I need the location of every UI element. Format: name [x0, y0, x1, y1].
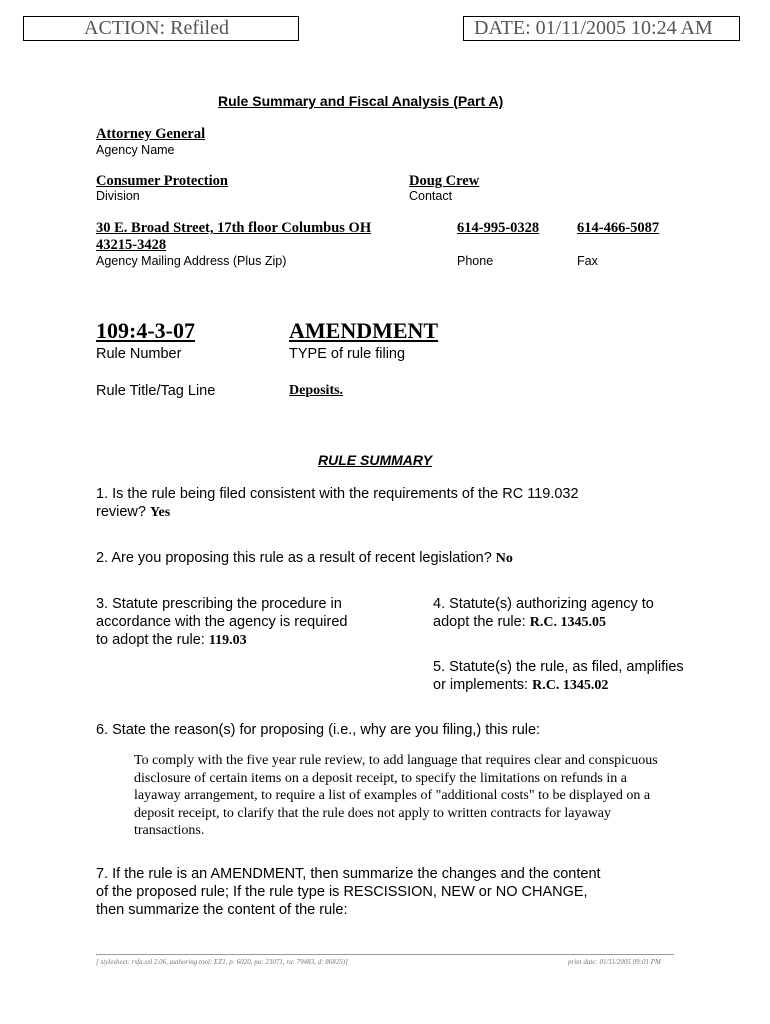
division-value: Consumer Protection	[96, 173, 228, 189]
filing-type-label: TYPE of rule filing	[289, 346, 406, 362]
question-5-answer: R.C. 1345.02	[532, 678, 609, 693]
question-5: 5. Statute(s) the rule, as filed, amplifies or implements: R.C. 1345.02	[433, 659, 684, 693]
address-line2: 43215-3428	[96, 237, 167, 253]
division-label: Division	[96, 189, 140, 203]
date-box	[463, 16, 740, 41]
question-3-answer: 119.03	[208, 633, 247, 648]
action-box	[23, 16, 299, 41]
address-line1: 30 E. Broad Street, 17th floor Columbus OH	[96, 220, 372, 236]
question-6: 6. State the reason(s) for proposing (i.e., why are you filing,) this rule:	[96, 722, 541, 738]
question-6-answer: To comply with the five year rule review, to add language that requires clear and conspicuous disclosure of certain items on a deposit receipt, to specify the limitations on refunds in a layaway arrangement, to require a list of examples of "additional costs" to be displayed on a deposit receipt, to clarify that the rule does not apply to written contracts for layaway transactions.	[134, 753, 658, 838]
footer-print-date: print date: 01/11/2005 09:01 PM	[568, 958, 661, 966]
phone-label: Phone	[457, 254, 494, 268]
rule-title-label: Rule Title/Tag Line	[96, 383, 216, 399]
footer-stylesheet-info: [ stylesheet: rsfa.xsl 2.06, authoring tool: EZ1, p: 6020, pa: 23071, ra: 79483, d: 86825)]	[96, 958, 348, 966]
question-2: 2. Are you proposing this rule as a result of recent legislation? No	[96, 550, 513, 566]
question-4: 4. Statute(s) authorizing agency to adopt the rule: R.C. 1345.05	[433, 596, 654, 630]
address-label: Agency Mailing Address (Plus Zip)	[96, 254, 287, 268]
question-1-answer: Yes	[150, 505, 171, 520]
fax-label: Fax	[577, 254, 598, 268]
question-1-line2: review? Yes	[96, 504, 171, 520]
question-4-answer: R.C. 1345.05	[529, 615, 606, 630]
form-title: Rule Summary and Fiscal Analysis (Part A)	[218, 93, 504, 109]
footer-rule	[96, 954, 674, 955]
rule-number-value: 109:4-3-07	[96, 318, 195, 343]
fax-value: 614-466-5087	[577, 220, 660, 236]
filing-type-value: AMENDMENT	[289, 318, 439, 343]
date-text: DATE: 01/11/2005 10:24 AM	[474, 17, 713, 39]
phone-value: 614-995-0328	[457, 220, 540, 236]
question-3: 3. Statute prescribing the procedure in accordance with the agency is required to adopt the rule: 119.03	[96, 596, 348, 648]
question-7: 7. If the rule is an AMENDMENT, then summarize the changes and the content of the proposed rule; If the rule type is RESCISSION, NEW or NO CHANGE, then summarize the content of the rule:	[96, 866, 601, 918]
contact-value: Doug Crew	[409, 173, 480, 189]
question-1	[96, 485, 579, 522]
action-text: ACTION: Refiled	[84, 17, 229, 39]
contact-label: Contact	[409, 189, 453, 203]
agency-name-value: Attorney General	[96, 126, 206, 142]
agency-name-label: Agency Name	[96, 143, 175, 157]
question-1-line1: 1. Is the rule being filed consistent with the requirements of the RC 119.032	[96, 486, 579, 502]
rule-number-label: Rule Number	[96, 346, 182, 362]
rule-title-value: Deposits.	[289, 383, 344, 398]
rule-summary-heading: RULE SUMMARY	[318, 452, 433, 468]
question-2-answer: No	[495, 551, 513, 566]
